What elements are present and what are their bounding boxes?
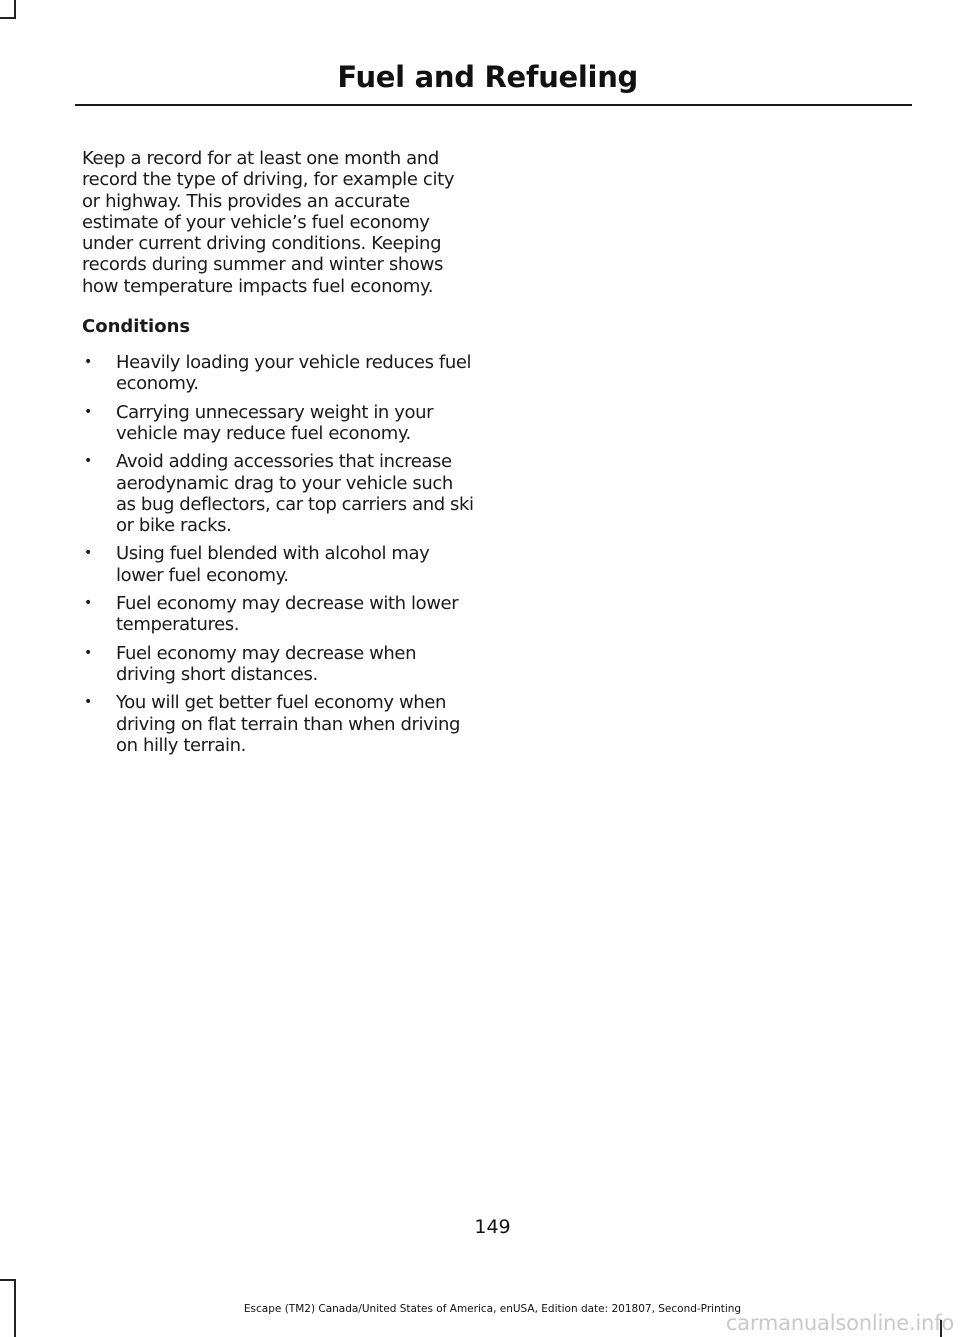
- section-heading-conditions: Conditions: [82, 316, 191, 338]
- crop-mark-top-left-horizontal: [0, 17, 16, 19]
- list-item: [82, 593, 477, 636]
- bullet-icon: •: [84, 595, 92, 612]
- bullet-icon: •: [84, 453, 92, 470]
- list-item: [82, 451, 477, 536]
- list-item: [82, 692, 477, 756]
- list-item: [82, 543, 477, 586]
- list-item-text: Fuel economy may decrease when driving short distances.: [116, 642, 417, 685]
- content-column: [82, 148, 477, 763]
- list-item: [82, 352, 477, 395]
- page-header-title: Fuel and Refueling: [337, 60, 638, 94]
- list-item: [82, 402, 477, 445]
- list-item-text: Avoid adding accessories that increase aerodynamic drag to your vehicle such as bug deflectors, car top carriers and ski or bike racks.: [116, 451, 474, 537]
- list-item-text: Carrying unnecessary weight in your vehicle may reduce fuel economy.: [116, 401, 434, 444]
- conditions-list: [82, 352, 477, 756]
- header-divider: [75, 104, 912, 106]
- bullet-icon: •: [84, 694, 92, 711]
- list-item-text: Using fuel blended with alcohol may lower fuel economy.: [116, 543, 430, 586]
- bullet-icon: •: [84, 545, 92, 562]
- list-item: [82, 643, 477, 686]
- edition-footer: Escape (TM2) Canada/United States of America, enUSA, Edition date: 201807, Second-Printing: [243, 1303, 742, 1315]
- watermark-text[interactable]: carmanualsonline.info: [725, 1311, 954, 1335]
- list-item-text: You will get better fuel economy when driving on flat terrain than when driving on hilly terrain.: [116, 692, 460, 756]
- crop-mark-bottom-left-horizontal: [0, 1279, 16, 1281]
- crop-mark-top-left-vertical: [14, 0, 16, 18]
- list-item-text: Heavily loading your vehicle reduces fuel economy.: [116, 352, 472, 395]
- page-number: 149: [474, 1216, 511, 1238]
- intro-paragraph: Keep a record for at least one month and record the type of driving, for example city or highway. This provides an accurate estimate of your vehicle’s fuel economy under current driving conditions. Keeping records during summer and winter shows how temperature impacts fuel economy.: [82, 148, 455, 297]
- list-item-text: Fuel economy may decrease with lower temperatures.: [116, 593, 459, 636]
- bullet-icon: •: [84, 354, 92, 371]
- bullet-icon: •: [84, 403, 92, 420]
- bullet-icon: •: [84, 644, 92, 661]
